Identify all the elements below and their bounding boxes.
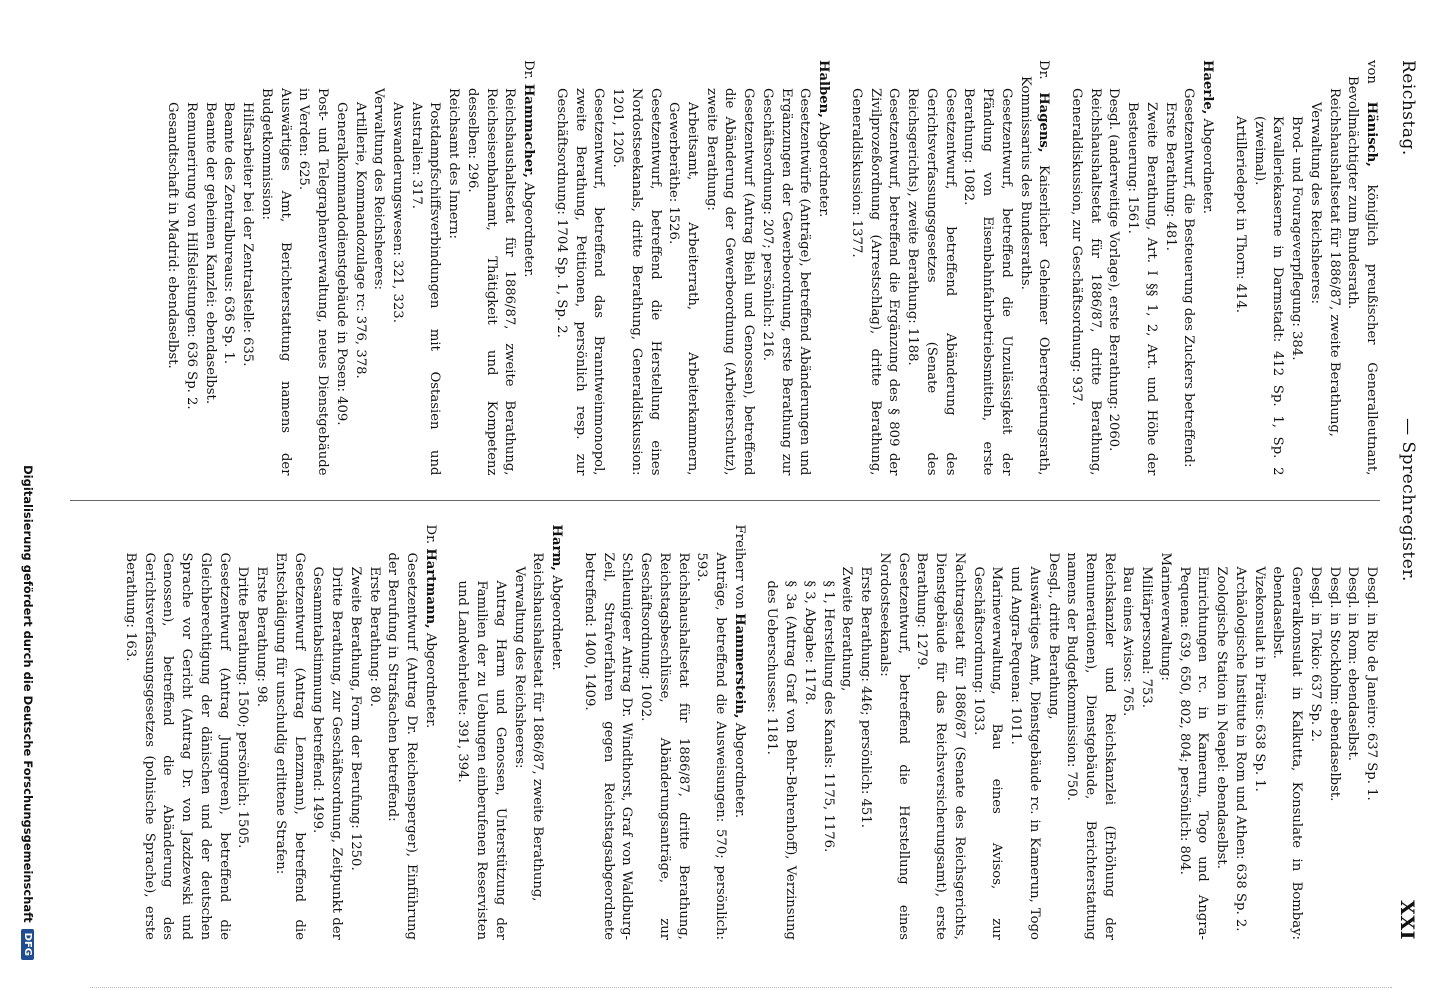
entry-subentry: Zweite Berathung, Form der Berufung: 1250. [347,566,363,871]
entry-subentry: Kavalleriekaserne in Darmstadt: 412 Sp. 1, Sp. 2 (zweimal). [1251,116,1286,476]
entry-subentry: Erste Berathung: 481. [1162,102,1178,251]
entry-subentry: Reichshaushaltsetat für 1886/87, zweite Berathung, [530,552,546,902]
register-entry [551,60,832,476]
running-head-title: Reichstag. [1398,60,1418,156]
entry-role: Abgeordneter. [816,122,832,218]
entry-subentry: Artilleriedepot in Thorn: 414. [1232,116,1248,313]
entry-prefix: von [1364,60,1379,84]
entry-name: Halben, [816,60,832,118]
entry-name: Hartmann, [422,548,438,629]
entry-subentry: Marineverwaltung: [1157,552,1173,681]
entry-subentry: Hilfsarbeiter bei der Zentralstelle: 635. [240,102,256,367]
entry-subentry: Desgl., dritte Berathung, [1045,552,1061,720]
entry-subentry: Zweite Berathung, [839,566,855,692]
entry-name: Hammacher, [521,83,537,178]
entry-subentry: Beamte der geheimen Kanzlei: ebendaselbst. [202,102,218,405]
entry-subentry: Brod- und Fourageverpflegung: 384. [1289,116,1305,361]
register-entry [453,525,565,941]
entry-role: Abgeordneter. [1200,118,1216,214]
entry-subentry: Auswanderungswesen: 321, 323. [390,102,406,323]
register-entry [579,525,748,941]
entry-subentry: Gesandtschaft in Madrid: ebendaselbst. [165,102,181,369]
register-entry [120,525,438,941]
entry-subentry: Gesetzentwurf, betreffend die Ergänzung des § 809 der Zivilprozeßordnung (Arrestschlag), dritte Berathung, Generaldiskussion: 1377. [848,88,902,476]
entry-subentry: Erste Berathung: 98. [254,566,270,707]
entry-role: Abgeordneter. [521,182,537,278]
register-column-left [70,60,1380,476]
entry-subentry: Desgl. in Rio de Janeiro: 637 Sp. 1. [1364,566,1379,801]
entry-subentry: Gesetzentwurf (Antrag Lenzmann), betreffend die Entschädigung für unschuldig erlittene Strafen: [272,552,307,940]
entry-subentry: Nachtragsetat für 1886/87 (Senate des Reichsgerichts, Dienstgebäude für das Reichsversicherungsamt), erste Berathung: 1279. [914,552,967,940]
entry-subentry: Militärpersonal: 753. [1139,566,1155,708]
entry-subentry: Zweite Berathung, Art. I §§ 1, 2, Art. und Höhe der Besteuerung: 1561. [1125,102,1159,476]
entry-subentry: Einrichtungen rc. in Kamerun, Togo und Angra-Pequena: 639, 650, 802, 804; persönlich: 804. [1176,566,1211,940]
entry-subentry: Gesetzentwurf (Antrag Junggreen), betreffend die Gleichberechtigung der dänischen und der deutschen Sprache vor Gericht (Antrag Dr. von Jazdzewski und Genossen), betreffend die Abänderung des Gerichtsverfassungsgesetzes (polnische Sprache), erste Berathung: 163. [123,552,232,940]
entry-subentry: Reichsamt des Innern: [446,88,462,239]
entry-subentry: Verwaltung des Reichsheeres: [371,88,387,290]
register-column-right [70,525,1380,941]
entry-name: Haerle, [1200,60,1216,115]
entry-subentry: Reichskanzler und Reichskanzlei (Erhöhung der Remunerationen), Dienstgebäude, Berichterstattung namens der Budgetkommission: 750. [1064,552,1117,940]
entry-subentry: Anträge, betreffend die Ausweisungen: 570; persönlich: 593. [694,552,729,940]
entry-subentry: Dritte Berathung: 1500; persönlich: 1505. [235,566,251,849]
entry-subentry: Gesetzentwurf (Antrag Dr. Reichensperger), Einführung der Berufung in Strafsachen betreffend: [385,552,420,940]
entry-subentry: Marineverwaltung, Bau eines Avisos, zur Geschäftsordnung: 1033. [970,566,1005,940]
register-entry [1066,60,1216,476]
entry-subentry: Desgl. in Tokio: 637 Sp. 2. [1307,566,1323,742]
entry-subentry: Dritte Berathung, zur Geschäftsordnung, Zeitpunkt der Gesammtabstimmung betreffend: 1499. [310,566,345,940]
entry-subentry: Archäologische Institute in Rom und Athen: 638 Sp. 2. [1232,566,1248,932]
entry-prefix: Dr. [521,60,537,80]
entry-heading [521,60,536,182]
running-head-section: — Sprechregister. [1398,418,1418,582]
entry-role: Kaiserlicher Geheimer Oberregierungsrath, Kommissarius des Bundesraths. [1017,76,1052,476]
entry-subentry: Reichshaushaltsetat für 1886/87, zweite Berathung, Reichseisenbahnamt, Thätigkeit und Kompetenz desselben: 296. [464,88,518,476]
entry-subentry: Postdampfschiffsverbindungen mit Ostasien und Australien: 317. [408,102,443,476]
entry-subentry: Gesetzentwurf, betreffend Abänderung des Gerichtsverfassungsgesetzes (Senate des Reichsgerichts), zweite Berathung: 1188. [905,88,958,476]
register-entry [162,60,537,476]
entry-subentry: Auswärtiges Amt, Berichterstattung namens der Budgetkommission: [258,88,293,476]
entry-subentry: Erste Berathung: 446; persönlich: 451. [858,566,874,828]
page-number: XXI [1396,900,1418,940]
entry-name: Hänisch, [1364,101,1379,167]
entry-name: Hammerstein, [731,613,747,719]
entry-subentry: Zoologische Station in Neapel: ebendaselbst. [1214,566,1230,869]
digitization-credit [14,40,42,960]
dfg-logo: DFG [22,929,35,960]
entry-subentry: § 3a (Antrag Graf von Behr-Behrenhoff), Verzinsung des Ueberschusses: 1181. [764,580,799,940]
entry-role: Abgeordneter. [731,722,747,819]
entry-role: Abgeordneter. [549,575,565,671]
entry-subentry: Reichshaushaltsetat für 1886/87, zweite Berathung, [1326,88,1342,437]
entry-heading [549,525,564,576]
entry-subentry: Desgl. (anderweitige Vorlage), erste Berathung: 2060. [1106,88,1122,452]
entry-heading [423,525,438,633]
register-columns [70,60,1380,940]
entry-subentry: Generalkonsulat in Kalkutta, Konsulate in Bombay: ebendaselbst. [1270,566,1305,940]
entry-subentry: Artillerie, Kommandozulage rc: 376, 378. [352,102,368,379]
entry-subentry: Bau eines Avisos: 765. [1120,566,1136,717]
entry-subentry: § 3, Abgabe: 1178. [801,580,817,705]
scan-edge-marks [90,987,1392,992]
entry-heading [1364,60,1379,185]
entry-subentry: Gesetzentwürfe (Anträge), betreffend Abänderungen und Ergänzungen der Gewerbeordnung, erste Berathung zur Geschäftsordnung: 207; persönlich: 216. [759,88,813,476]
entry-heading [816,60,831,122]
entry-heading [732,525,747,723]
entry-prefix: Dr. [422,524,438,545]
entry-subentry: Gesetzentwurf, betreffend das Branntweinmonopol, zweite Berathung, Petitionen, persönlich resp. zur Geschäftsordnung: 1704 Sp. 1, Sp. 2. [553,88,607,476]
entry-prefix: Dr. [1036,60,1052,80]
entry-name: Harm, [549,524,565,571]
entry-subentry: Desgl. in Rom: ebendaselbst. [1345,566,1361,761]
entry-name: Hagens, [1036,92,1052,153]
entry-subentry: Generalkommandodienstgebäude in Posen: 409. [333,102,349,426]
entry-subentry: Gesetzentwurf (Antrag Biehl und Genossen), betreffend die Abänderung der Gewerbeordnung (Arbeiterschutz), zweite Berathung: [703,88,757,476]
entry-subentry: Verwaltung des Reichsheeres: [511,566,527,769]
digitization-credit-text: Digitalisierung gefördert durch die Deutsche Forschungsgemeinschaft [21,465,35,923]
entry-subentry: § 1, Herstellung des Kanals: 1175, 1176. [820,580,836,853]
running-head [1392,60,1418,940]
entry-heading [1036,60,1051,165]
entry-role: Abgeordneter. [422,632,438,729]
entry-subentry: Verwaltung des Reichsheeres: [1307,102,1323,304]
entry-heading [1200,60,1215,119]
register-entry [846,60,1052,476]
entry-subentry: Gesetzentwurf, die Besteuerung des Zuckers betreffend: [1181,88,1197,468]
entry-subentry: Remunerirung von Hilfsleistungen: 636 Sp. 2. [183,102,199,410]
entry-subentry: Auswärtiges Amt, Dienstgebäude rc. in Kamerun, Togo und Angra-Pequena: 1011. [1008,566,1042,940]
entry-subentry: Post- und Telegraphenverwaltung, neues Dienstgebäude in Verden: 625. [296,88,331,476]
entry-subentry: Beamte des Zentralbureaus: 636 Sp. 1. [221,102,237,365]
entry-subentry: Gesetzentwurf, betreffend die Herstellung eines Nordostseekanals, dritte Berathung, Generaldiskussion: 1201, 1205. [610,88,663,476]
column-divider [70,500,1380,501]
register-entry [1230,60,1380,476]
entry-role: königlich preußischer Generalleutnant, Bevollmächtigter zum Bundesrath. [1345,76,1379,476]
entry-subentry: Antrag Harm und Genossen, Unterstützung der Familien der zu Uebungen einberufenen Reservisten und Landwehrleute: 391, 394. [455,580,508,940]
entry-subentry: Gesetzentwurf, betreffend die Unzulässigkeit der Pfändung von Eisenbahnfahrbetriebsmitteln, erste Berathung: 1082. [961,88,1014,476]
entry-subentry: Reichshaushaltsetat für 1886/87, dritte Berathung, Reichstagsbeschlüsse, Abänderungsanträge, zur Geschäftsordnung: 1002. [638,552,691,940]
register-entry [762,525,1380,941]
entry-subentry: Vizekonsulat in Piräus: 638 Sp. 1. [1251,566,1267,792]
entry-subentry: Reichshaushaltsetat für 1886/87, dritte Berathung, Generaldiskussion, zur Geschäftsordnung: 937. [1068,88,1103,476]
entry-subentry: Desgl. in Stockholm: ebendaselbst. [1326,566,1342,802]
entry-subentry: Schleunigeer Antrag Dr. Windthorst, Graf von Waldburg-Zeil, Strafverfahren gegen Reichstagsabgeordnete betreffend: 1400, 1409. [581,552,635,940]
entry-subentry: Erste Berathung: 80. [366,566,382,707]
entry-prefix: Freiherr von [731,524,747,609]
entry-subentry: Gesetzentwurf, betreffend die Herstellung eines Nordostseekanals: [876,552,911,940]
entry-subentry: Arbeitsamt, Arbeiterrath, Arbeiterkammern, Gewerberäthe: 1526. [666,102,701,476]
